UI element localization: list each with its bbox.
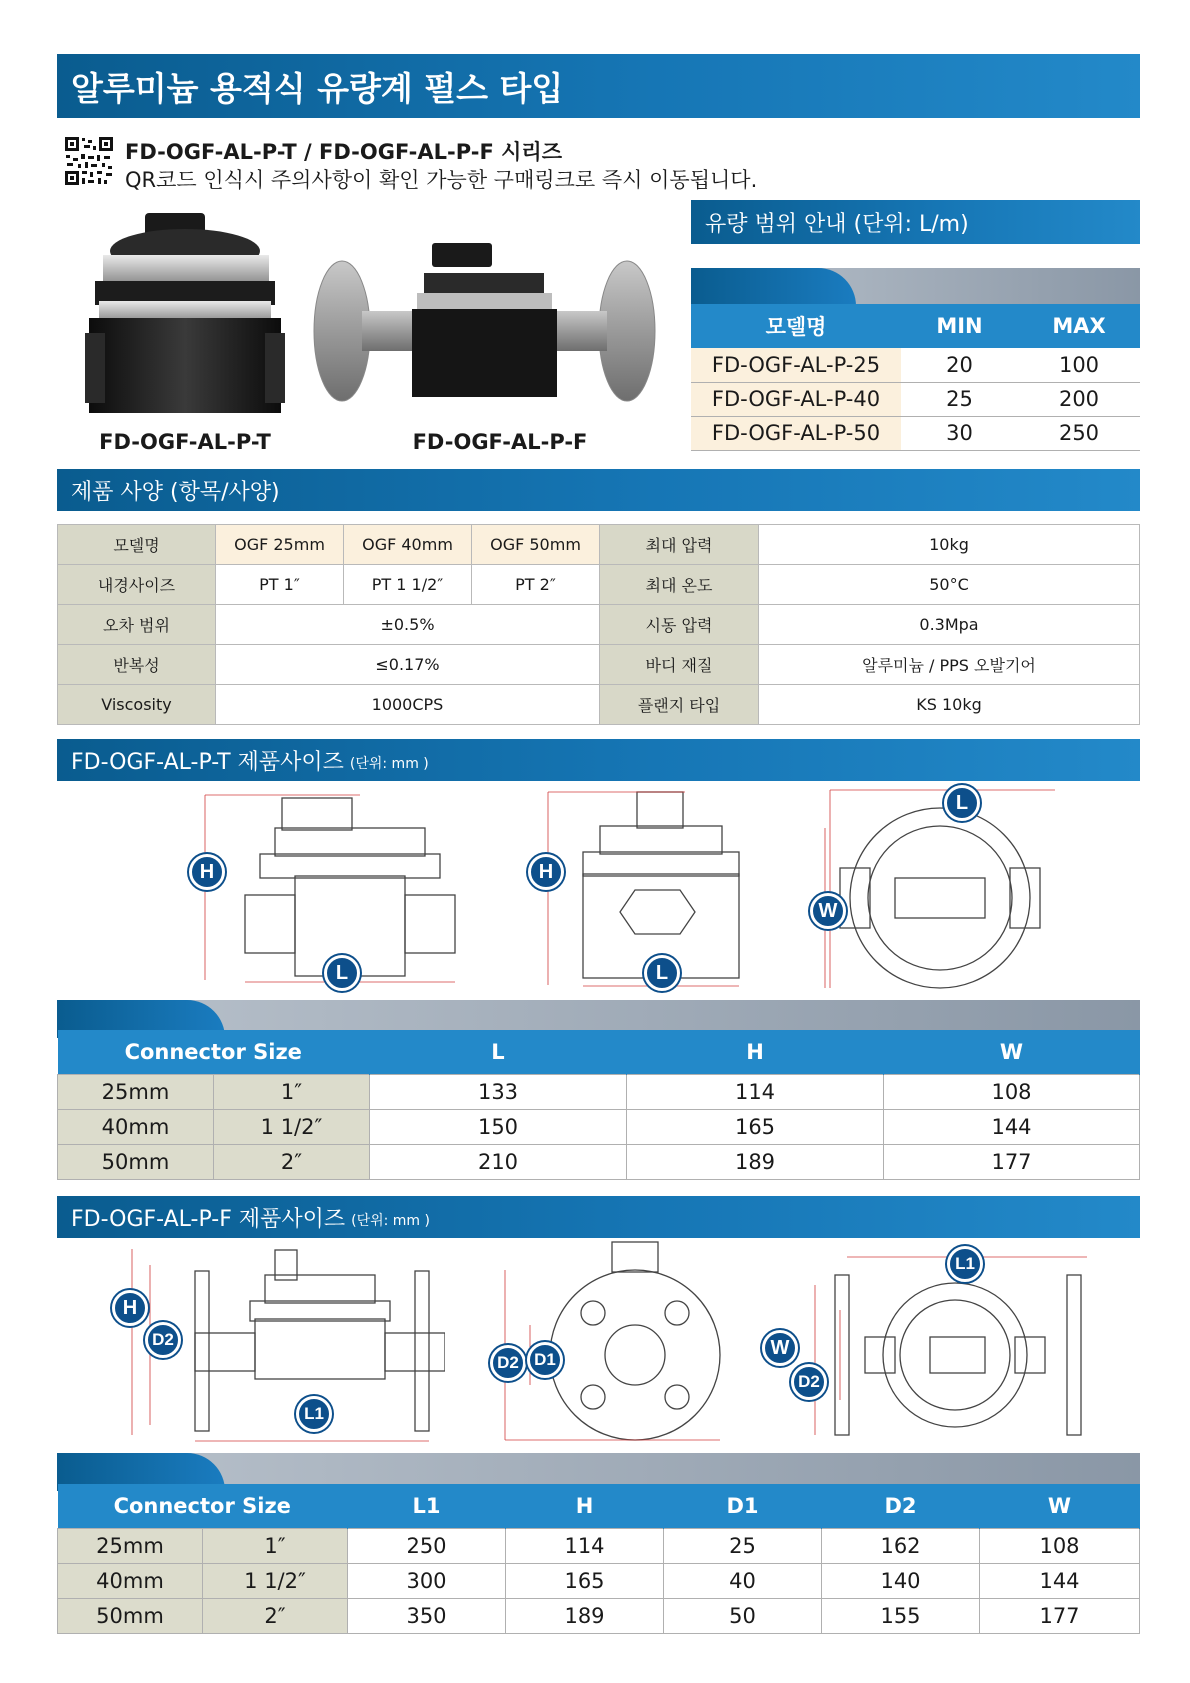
- size-f-table: Connector Size L1 H D1 D2 W 25mm 1″ 250 114 25 162 108 40mm 1 1/2″ 300 165 40 140 144 50mm 2″ 350 189 50 155 177: [57, 1484, 1140, 1634]
- product-image-threaded: [85, 203, 285, 428]
- dim-l-badge: L: [944, 785, 980, 821]
- flow-range-title: 유량 범위 안내 (단위: L/m): [691, 200, 1140, 244]
- table-row: FD-OGF-AL-P-40 25 200: [691, 382, 1140, 416]
- dim-w-badge: W: [810, 893, 846, 929]
- drawing-t-side: [545, 790, 750, 990]
- table-row: 모델명 OGF 25mm OGF 40mm OGF 50mm 최대 압력 10kg: [58, 525, 1140, 565]
- qr-note: QR코드 인식시 주의사항이 확인 가능한 구매링크로 즉시 이동됩니다.: [125, 168, 758, 192]
- drawing-f-side: [500, 1240, 725, 1445]
- series-name: FD-OGF-AL-P-T / FD-OGF-AL-P-F 시리즈: [125, 140, 562, 164]
- dim-d2-badge: D2: [490, 1345, 526, 1381]
- flow-table-tab: [691, 268, 1140, 306]
- table-row: FD-OGF-AL-P-50 30 250: [691, 416, 1140, 450]
- dim-l1-badge: L1: [947, 1246, 983, 1282]
- dim-h-badge: H: [528, 854, 564, 890]
- dim-d2-badge: D2: [145, 1322, 181, 1358]
- dim-h-badge: H: [112, 1290, 148, 1326]
- caption-flanged: FD-OGF-AL-P-F: [412, 430, 588, 454]
- table-row: 40mm 1 1/2″ 150 165 144: [58, 1109, 1140, 1144]
- size-t-table: Connector Size L H W 25mm 1″ 133 114 108 40mm 1 1/2″ 150 165 144 50mm 2″ 210 189 177: [57, 1030, 1140, 1180]
- dim-d2-badge: D2: [791, 1364, 827, 1400]
- table-row: 40mm 1 1/2″ 300 165 40 140 144: [58, 1563, 1140, 1598]
- table-row: 내경사이즈 PT 1″ PT 1 1/2″ PT 2″ 최대 온도 50°C: [58, 565, 1140, 605]
- table-row: Viscosity 1000CPS 플랜지 타입 KS 10kg: [58, 685, 1140, 725]
- flow-header-max: MAX: [1018, 304, 1140, 348]
- drawing-t-top: [820, 788, 1070, 998]
- flow-header-model: 모델명: [691, 304, 901, 348]
- table-row: 50mm 2″ 210 189 177: [58, 1144, 1140, 1179]
- size-t-title: FD-OGF-AL-P-T 제품사이즈 (단위: mm ): [57, 739, 1140, 781]
- table-row: 25mm 1″ 250 114 25 162 108: [58, 1528, 1140, 1563]
- dim-l-badge: L: [644, 955, 680, 991]
- dim-l1-badge: L1: [296, 1396, 332, 1432]
- caption-threaded: FD-OGF-AL-P-T: [99, 430, 271, 454]
- dim-d1-badge: D1: [527, 1342, 563, 1378]
- table-row: 오차 범위 ±0.5% 시동 압력 0.3Mpa: [58, 605, 1140, 645]
- table-row: FD-OGF-AL-P-25 20 100: [691, 348, 1140, 382]
- spec-table: [57, 524, 1140, 725]
- flow-range-table: [691, 304, 1140, 451]
- dim-w-badge: W: [762, 1330, 798, 1366]
- drawing-f-top: [805, 1255, 1090, 1445]
- spec-section-title: 제품 사양 (항목/사양): [57, 469, 1140, 511]
- qr-code-icon[interactable]: [64, 136, 114, 186]
- dim-h-badge: H: [189, 854, 225, 890]
- flow-header-min: MIN: [901, 304, 1018, 348]
- table-row: 25mm 1″ 133 114 108: [58, 1074, 1140, 1109]
- size-f-title: FD-OGF-AL-P-F 제품사이즈 (단위: mm ): [57, 1196, 1140, 1238]
- table-row: 반복성 ≤0.17% 바디 재질 알루미늄 / PPS 오발기어: [58, 645, 1140, 685]
- dim-l-badge: L: [324, 955, 360, 991]
- product-image-flanged: [312, 243, 657, 403]
- page-title: 알루미늄 용적식 유량계 펄스 타입: [57, 54, 1140, 118]
- table-row: 50mm 2″ 350 189 50 155 177: [58, 1598, 1140, 1633]
